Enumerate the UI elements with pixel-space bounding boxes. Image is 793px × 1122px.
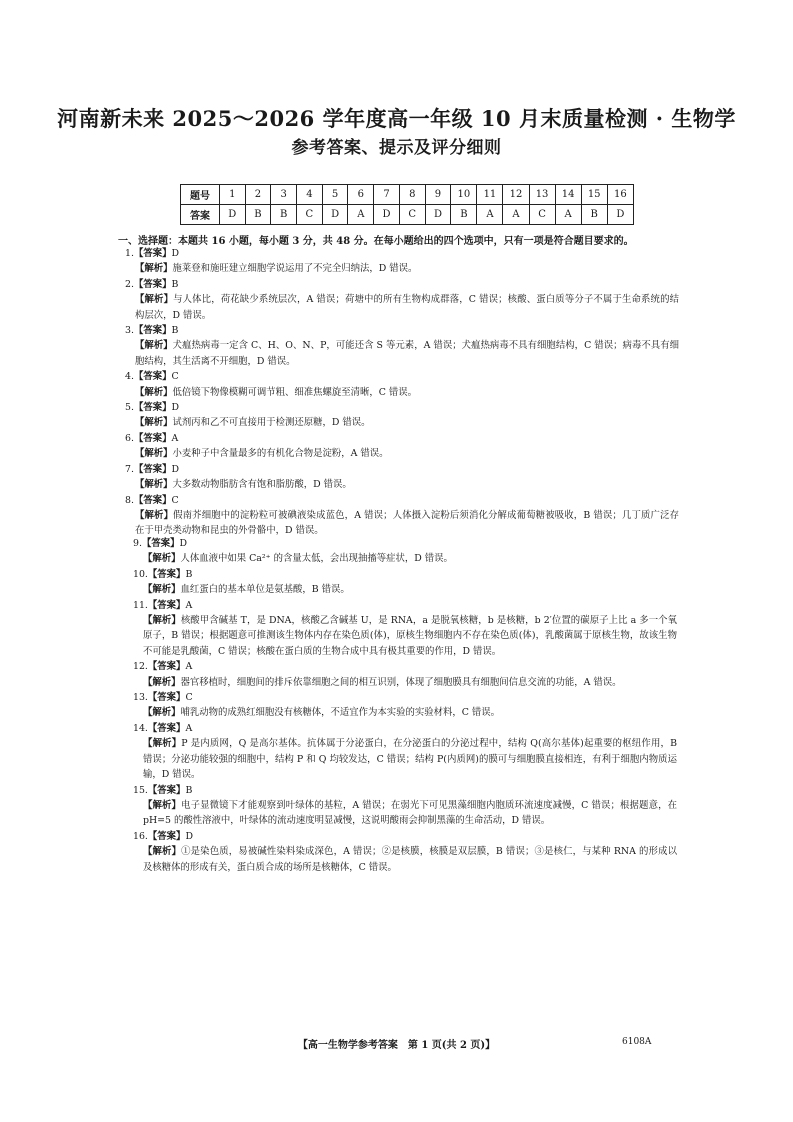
answer-letter: D	[171, 402, 179, 414]
question-number: 2.	[125, 278, 134, 290]
explanation-line	[125, 446, 679, 461]
list-item	[133, 659, 677, 690]
explanation-text: ①是染色质，易被碱性染料染成深色，A 错误；②是核膜，核膜是双层膜，B 错误；③是核仁，与某种 RNA 的形成以及核糖体的形成有关，蛋白质合成的场所是核糖体，C 错误。	[143, 846, 677, 873]
question-number: 8.	[125, 494, 134, 506]
answer-line	[125, 323, 679, 338]
explanation-line	[133, 798, 677, 829]
explanation-text: 试剂丙和乙不可直接用于检测还原糖，D 错误。	[172, 417, 371, 429]
answer-cell: D	[374, 205, 400, 225]
question-number-cell: 16	[607, 185, 633, 205]
answer-row	[181, 205, 634, 225]
explanation-tag: 【解析】	[143, 738, 182, 750]
explanation-tag: 【解析】	[143, 676, 181, 688]
answer-table	[180, 184, 634, 225]
question-number-cell: 7	[374, 185, 400, 205]
answer-tag: 【答案】	[141, 538, 180, 549]
explanation-tag: 【解析】	[143, 846, 182, 858]
answer-tag: 【答案】	[133, 371, 172, 383]
question-number-cell: 8	[399, 185, 425, 205]
question-number: 1.	[125, 248, 134, 259]
explanation-tag: 【解析】	[143, 707, 181, 719]
explanation-text: 低倍镜下物像模糊可调节粗、细准焦螺旋至清晰，C 错误。	[172, 386, 418, 398]
explanation-line	[125, 261, 679, 276]
answer-letter: A	[171, 432, 179, 444]
question-number-cell: 6	[348, 185, 374, 205]
explanation-tag: 【解析】	[143, 553, 181, 565]
explanation-line	[133, 675, 677, 690]
explanation-text: 小麦种子中含量最多的有机化合物是淀粉，A 错误。	[172, 448, 389, 460]
answer-line	[133, 721, 677, 736]
answer-letter: D	[171, 463, 179, 475]
answer-cell: D	[219, 205, 245, 225]
question-number: 4.	[125, 371, 134, 383]
answer-letter: A	[185, 722, 193, 734]
answer-letter: A	[185, 661, 193, 673]
question-number: 12.	[133, 661, 148, 673]
question-number-cell: 15	[581, 185, 607, 205]
explanation-text: 与人体比，荷花缺少系统层次，A 错误；荷塘中的所有生物构成群落，C 错误；核酸、蛋白质等分子不属于生命系统的结构层次，D 错误。	[135, 294, 679, 321]
answer-cell: A	[477, 205, 503, 225]
question-number: 11.	[133, 599, 148, 611]
answer-list-part1	[125, 246, 679, 539]
list-item	[133, 536, 677, 567]
question-number-cell: 9	[425, 185, 451, 205]
explanation-line	[125, 508, 679, 539]
explanation-tag: 【解析】	[135, 386, 173, 398]
answer-cell: B	[451, 205, 477, 225]
number-row	[181, 185, 634, 205]
question-number-cell: 2	[245, 185, 271, 205]
answer-letter: C	[171, 371, 179, 383]
answer-line	[125, 431, 679, 446]
paper-code: 6108A	[622, 1037, 652, 1047]
question-number-cell: 5	[322, 185, 348, 205]
answer-cell: C	[529, 205, 555, 225]
answer-cell: B	[245, 205, 271, 225]
explanation-tag: 【解析】	[143, 799, 182, 811]
row-label-number: 题号	[181, 185, 220, 205]
explanation-line	[125, 385, 679, 400]
question-number-cell: 12	[503, 185, 529, 205]
explanation-text: P 是内质网，Q 是高尔基体。抗体属于分泌蛋白，在分泌蛋白的分泌过程中，结构 Q(高尔基体)起重要的枢纽作用，B 错误；分泌功能较强的细胞中，结构 P 和 Q 均较发达，C 错误；结构 P(内质网)的膜可与细胞膜直接相连，有利于细胞内物质运输，D 错误。	[143, 738, 677, 781]
question-number: 6.	[125, 432, 134, 444]
question-number-cell: 1	[219, 185, 245, 205]
answer-cell: D	[425, 205, 451, 225]
explanation-tag: 【解析】	[135, 479, 173, 491]
answer-tag: 【答案】	[147, 830, 186, 842]
explanation-tag: 【解析】	[135, 294, 174, 306]
answer-letter: C	[171, 494, 179, 506]
page-footer: 【高一生物学参考答案 第 1 页(共 2 页)】	[297, 1040, 496, 1051]
explanation-text: 施莱登和施旺建立细胞学说运用了不完全归纳法，D 错误。	[172, 263, 418, 275]
list-item	[133, 721, 677, 783]
question-number: 10.	[133, 568, 148, 580]
answer-tag: 【答案】	[133, 248, 172, 259]
explanation-text: 电子显微镜下才能观察到叶绿体的基粒，A 错误；在弱光下可见黑藻细胞内胞质环流速度减慢，C 错误；根据题意，在 pH=5 的酸性溶液中，叶绿体的流动速度明显减慢，这说明酸雨会抑制黑藻的生命活动，D 错误。	[143, 799, 677, 827]
answer-tag: 【答案】	[147, 692, 186, 704]
question-number: 15.	[133, 784, 148, 796]
explanation-line	[125, 415, 679, 430]
answer-line	[133, 598, 677, 613]
question-number-cell: 14	[555, 185, 581, 205]
row-label-answer: 答案	[181, 205, 220, 225]
list-item	[125, 369, 679, 400]
page-title: 河南新未来 2025～2026 学年度高一年级 10 月末质量检测 · 生物学	[57, 106, 736, 131]
answer-cell: A	[348, 205, 374, 225]
list-item	[133, 690, 677, 721]
answer-cell: B	[581, 205, 607, 225]
answer-line	[133, 567, 677, 582]
explanation-text: 大多数动物脂肪含有饱和脂肪酸，D 错误。	[172, 479, 352, 491]
answer-tag: 【答案】	[147, 568, 186, 580]
answer-line	[125, 246, 679, 261]
explanation-tag: 【解析】	[143, 615, 181, 627]
answer-line	[125, 400, 679, 415]
answer-tag: 【答案】	[133, 402, 172, 414]
list-item	[125, 246, 679, 277]
explanation-line	[133, 736, 677, 782]
question-number-cell: 4	[297, 185, 323, 205]
answer-cell: C	[297, 205, 323, 225]
explanation-text: 核酸甲含碱基 T，是 DNA，核酸乙含碱基 U，是 RNA，a 是脱氧核糖，b 是核糖，b 2′位置的碳原子上比 a 多一个氧原子，B 错误；根据题意可推测该生物体内存在染色质(体)，原核生物细胞内不存在染色质(体)，乳酸菌属于原核生物，故该生物不可能是乳酸菌，C 错误；核酸在蛋白质的生物合成中具有极其重要的作用，D 错误。	[143, 615, 677, 657]
answer-line	[125, 493, 679, 508]
answer-tag: 【答案】	[133, 325, 172, 337]
answer-cell: D	[322, 205, 348, 225]
question-number-cell: 11	[477, 185, 503, 205]
explanation-tag: 【解析】	[135, 448, 173, 460]
explanation-tag: 【解析】	[143, 584, 181, 596]
answer-letter: B	[185, 568, 193, 580]
list-item	[125, 493, 679, 539]
explanation-tag: 【解析】	[135, 509, 174, 521]
explanation-line	[133, 844, 677, 875]
explanation-line	[125, 292, 679, 323]
list-item	[133, 783, 677, 829]
answer-line	[125, 462, 679, 477]
explanation-text: 血红蛋白的基本单位是氨基酸，B 错误。	[180, 584, 350, 596]
explanation-tag: 【解析】	[135, 263, 173, 275]
answer-tag: 【答案】	[133, 494, 172, 506]
explanation-text: 人体血液中如果 Ca²⁺ 的含量太低，会出现抽搐等症状，D 错误。	[180, 553, 453, 565]
answer-letter: B	[185, 784, 193, 796]
answer-letter: B	[171, 278, 179, 290]
explanation-line	[125, 477, 679, 492]
question-number-cell: 3	[271, 185, 297, 205]
explanation-line	[133, 551, 677, 566]
explanation-text: 器官移植时，细胞间的排斥依靠细胞之间的相互识别，体现了细胞膜具有细胞间信息交流的功能，A 错误。	[180, 676, 622, 688]
answer-tag: 【答案】	[133, 463, 172, 475]
question-number-cell: 10	[451, 185, 477, 205]
answer-line	[133, 829, 677, 844]
answer-tag: 【答案】	[147, 722, 186, 734]
answer-letter: D	[179, 538, 187, 549]
list-item	[125, 431, 679, 462]
answer-letter: B	[171, 325, 179, 337]
explanation-line	[133, 705, 677, 720]
answer-line	[133, 536, 677, 551]
answer-line	[133, 783, 677, 798]
question-number: 16.	[133, 830, 148, 842]
list-item	[133, 598, 677, 660]
list-item	[125, 462, 679, 493]
list-item	[125, 277, 679, 323]
explanation-line	[125, 338, 679, 369]
explanation-tag: 【解析】	[135, 340, 173, 352]
answer-letter: D	[171, 248, 179, 259]
answer-tag: 【答案】	[147, 784, 186, 796]
answer-tag: 【答案】	[133, 278, 172, 290]
answer-cell: D	[607, 205, 633, 225]
question-number: 14.	[133, 722, 148, 734]
question-number: 13.	[133, 692, 148, 704]
question-number: 5.	[125, 402, 134, 414]
answer-cell: C	[399, 205, 425, 225]
answer-cell: A	[555, 205, 581, 225]
page-subtitle: 参考答案、提示及评分细则	[291, 138, 502, 158]
answer-line	[133, 659, 677, 674]
question-number: 7.	[125, 463, 134, 475]
explanation-line	[133, 582, 677, 597]
list-item	[125, 323, 679, 369]
section-heading: 一、选择题：本题共 16 小题，每小题 3 分，共 48 分。在每小题给出的四个选项中，只有一项是符合题目要求的。	[118, 236, 634, 247]
answer-tag: 【答案】	[147, 661, 186, 673]
list-item	[133, 567, 677, 598]
explanation-text: 哺乳动物的成熟红细胞没有核糖体，不适宜作为本实验的实验材料，C 错误。	[180, 707, 501, 719]
answer-list-part2	[133, 536, 677, 875]
answer-cell: A	[503, 205, 529, 225]
explanation-text: 假南芥细胞中的淀粉粒可被碘液染成蓝色，A 错误；人体摄入淀粉后须消化分解成葡萄糖被吸收，B 错误；几丁质广泛存在于甲壳类动物和昆虫的外骨骼中，D 错误。	[135, 509, 679, 537]
explanation-text: 犬瘟热病毒一定含 C、H、O、N、P，可能还含 S 等元素，A 错误；犬瘟热病毒不具有细胞结构，C 错误；病毒不具有细胞结构，其生活离不开细胞，D 错误。	[135, 340, 679, 367]
list-item	[125, 400, 679, 431]
answer-line	[133, 690, 677, 705]
explanation-line	[133, 613, 677, 659]
answer-tag: 【答案】	[133, 432, 172, 444]
question-number-cell: 13	[529, 185, 555, 205]
answer-letter: C	[185, 692, 193, 704]
question-number: 3.	[125, 325, 134, 337]
answer-line	[125, 277, 679, 292]
answer-tag: 【答案】	[147, 599, 186, 611]
list-item	[133, 829, 677, 875]
answer-cell: B	[271, 205, 297, 225]
question-number: 9.	[133, 538, 142, 549]
answer-line	[125, 369, 679, 384]
explanation-tag: 【解析】	[135, 417, 173, 429]
answer-letter: D	[185, 830, 193, 842]
answer-letter: A	[185, 599, 193, 611]
